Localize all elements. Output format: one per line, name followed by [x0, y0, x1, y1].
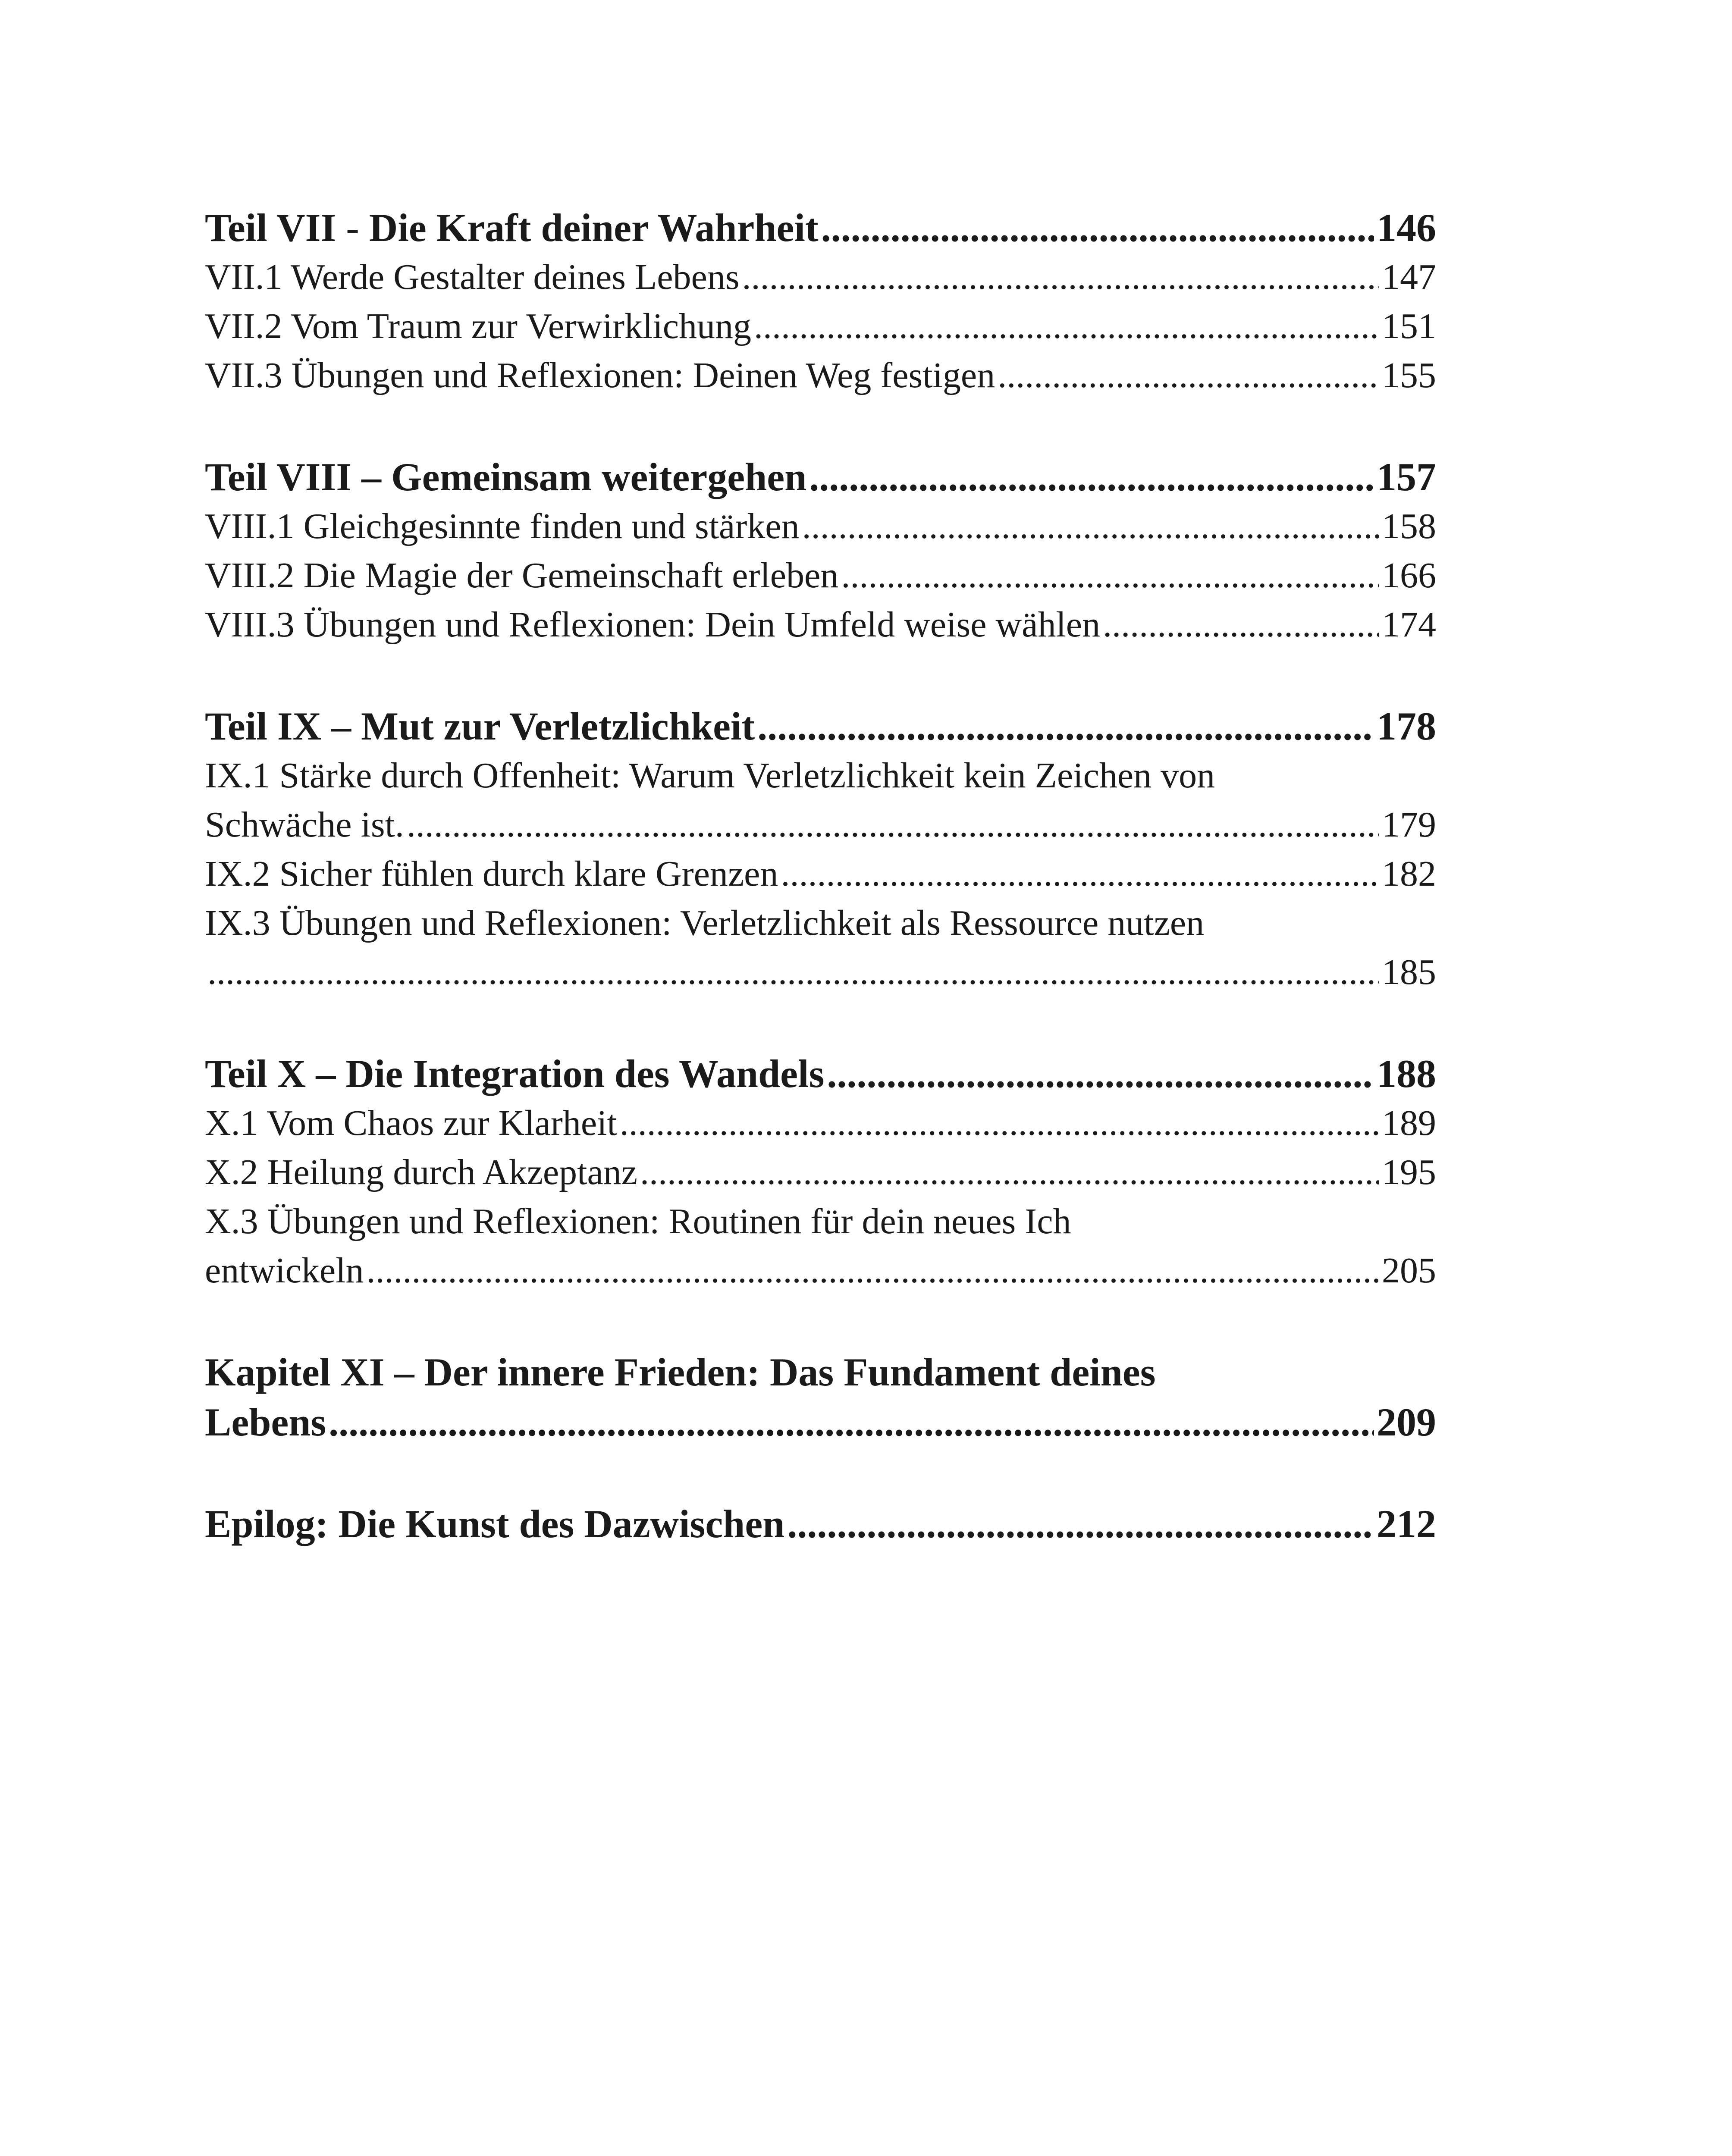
toc-entry-10-2[interactable]: [205, 1148, 1436, 1197]
dot-leader: [821, 203, 1374, 253]
toc-page-number: 209: [1377, 1400, 1436, 1444]
toc-section-part-8: [205, 452, 1436, 649]
toc-section-part-10: [205, 1049, 1436, 1295]
toc-heading-label: Teil X – Die Integration des Wandels: [205, 1052, 825, 1096]
dot-leader: [757, 701, 1374, 751]
toc-entry-label: VII.2 Vom Traum zur Verwirklichung: [205, 306, 751, 346]
dot-leader: [998, 351, 1379, 400]
toc-entry-10-1[interactable]: [205, 1099, 1436, 1148]
toc-page-number: 189: [1382, 1103, 1436, 1143]
toc-heading-epilog[interactable]: [205, 1499, 1436, 1549]
toc-page-number: 174: [1382, 605, 1436, 645]
toc-page-number: 182: [1382, 854, 1436, 894]
toc-entry-9-2[interactable]: [205, 849, 1436, 899]
toc-entry-9-1-line1[interactable]: IX.1 Stärke durch Offenheit: Warum Verletzlichkeit kein Zeichen von: [205, 755, 1215, 796]
toc-page-number: 188: [1377, 1052, 1436, 1096]
toc-page-number: 178: [1377, 704, 1436, 748]
dot-leader: [207, 948, 1379, 997]
toc-entry-10-3-line1[interactable]: X.3 Übungen und Reflexionen: Routinen für dein neues Ich: [205, 1201, 1071, 1241]
toc-page-number: 158: [1382, 506, 1436, 546]
toc-page-number: 166: [1382, 555, 1436, 595]
dot-leader: [620, 1099, 1379, 1148]
toc-heading-label: Teil VIII – Gemeinsam weitergehen: [205, 455, 807, 499]
dot-leader: [640, 1148, 1379, 1197]
toc-heading-chapter-11[interactable]: [205, 1397, 1436, 1447]
toc-entry-label: VIII.2 Die Magie der Gemeinschaft erleben: [205, 555, 839, 595]
toc-heading-part-9[interactable]: [205, 701, 1436, 751]
toc-page-number: 151: [1382, 306, 1436, 346]
toc-entry-label: VIII.3 Übungen und Reflexionen: Dein Umfeld weise wählen: [205, 605, 1101, 645]
toc-heading-part-8[interactable]: [205, 452, 1436, 502]
dot-leader: [1103, 600, 1379, 649]
toc-entry-9-3[interactable]: [205, 948, 1436, 997]
toc-page-number: 212: [1377, 1502, 1436, 1546]
toc-entry-8-3[interactable]: [205, 600, 1436, 649]
toc-entry-label: VIII.1 Gleichgesinnte finden und stärken: [205, 506, 800, 546]
toc-entry-label: X.2 Heilung durch Akzeptanz: [205, 1152, 638, 1192]
toc-heading-label: Epilog: Die Kunst des Dazwischen: [205, 1502, 785, 1546]
toc-entry-label: IX.2 Sicher fühlen durch klare Grenzen: [205, 854, 778, 894]
table-of-contents: [205, 203, 1436, 1601]
toc-entry-9-3-line1[interactable]: IX.3 Übungen und Reflexionen: Verletzlichkeit als Ressource nutzen: [205, 903, 1205, 943]
dot-leader: [809, 452, 1374, 502]
toc-entry-7-3[interactable]: [205, 351, 1436, 400]
toc-entry-label: X.1 Vom Chaos zur Klarheit: [205, 1103, 617, 1143]
toc-entry-7-1[interactable]: [205, 253, 1436, 302]
dot-leader: [754, 302, 1379, 351]
dot-leader: [827, 1049, 1374, 1099]
toc-heading-label: Teil IX – Mut zur Verletzlichkeit: [205, 704, 755, 748]
toc-heading-part-10[interactable]: [205, 1049, 1436, 1099]
toc-page-number: 179: [1382, 805, 1436, 845]
toc-entry-label: entwickeln: [205, 1250, 364, 1291]
dot-leader: [329, 1397, 1374, 1447]
toc-page-number: 157: [1377, 455, 1436, 499]
dot-leader: [787, 1499, 1374, 1549]
toc-page-number: 205: [1382, 1250, 1436, 1291]
dot-leader: [367, 1246, 1379, 1295]
toc-section-part-9: [205, 701, 1436, 997]
toc-section-epilog: [205, 1499, 1436, 1549]
toc-page-number: 147: [1382, 257, 1436, 297]
toc-page-number: 185: [1382, 952, 1436, 992]
dot-leader: [742, 253, 1379, 302]
dot-leader: [841, 551, 1379, 600]
toc-heading-chapter-11-line1[interactable]: Kapitel XI – Der innere Frieden: Das Fundament deines: [205, 1350, 1156, 1394]
dot-leader: [781, 849, 1379, 899]
dot-leader: [802, 502, 1379, 551]
toc-entry-8-1[interactable]: [205, 502, 1436, 551]
dot-leader: [407, 800, 1379, 849]
toc-entry-9-1[interactable]: [205, 800, 1436, 849]
toc-section-chapter-11: [205, 1347, 1436, 1447]
toc-page-number: 146: [1377, 206, 1436, 250]
toc-section-part-7: [205, 203, 1436, 400]
toc-entry-label: VII.3 Übungen und Reflexionen: Deinen Weg festigen: [205, 355, 995, 395]
toc-heading-part-7[interactable]: [205, 203, 1436, 253]
toc-page-number: 155: [1382, 355, 1436, 395]
toc-entry-label: Schwäche ist.: [205, 805, 404, 845]
toc-entry-7-2[interactable]: [205, 302, 1436, 351]
toc-entry-label: VII.1 Werde Gestalter deines Lebens: [205, 257, 740, 297]
toc-entry-10-3[interactable]: [205, 1246, 1436, 1295]
toc-entry-8-2[interactable]: [205, 551, 1436, 600]
toc-heading-label: Lebens: [205, 1400, 326, 1444]
toc-heading-label: Teil VII - Die Kraft deiner Wahrheit: [205, 206, 819, 250]
toc-page-number: 195: [1382, 1152, 1436, 1192]
